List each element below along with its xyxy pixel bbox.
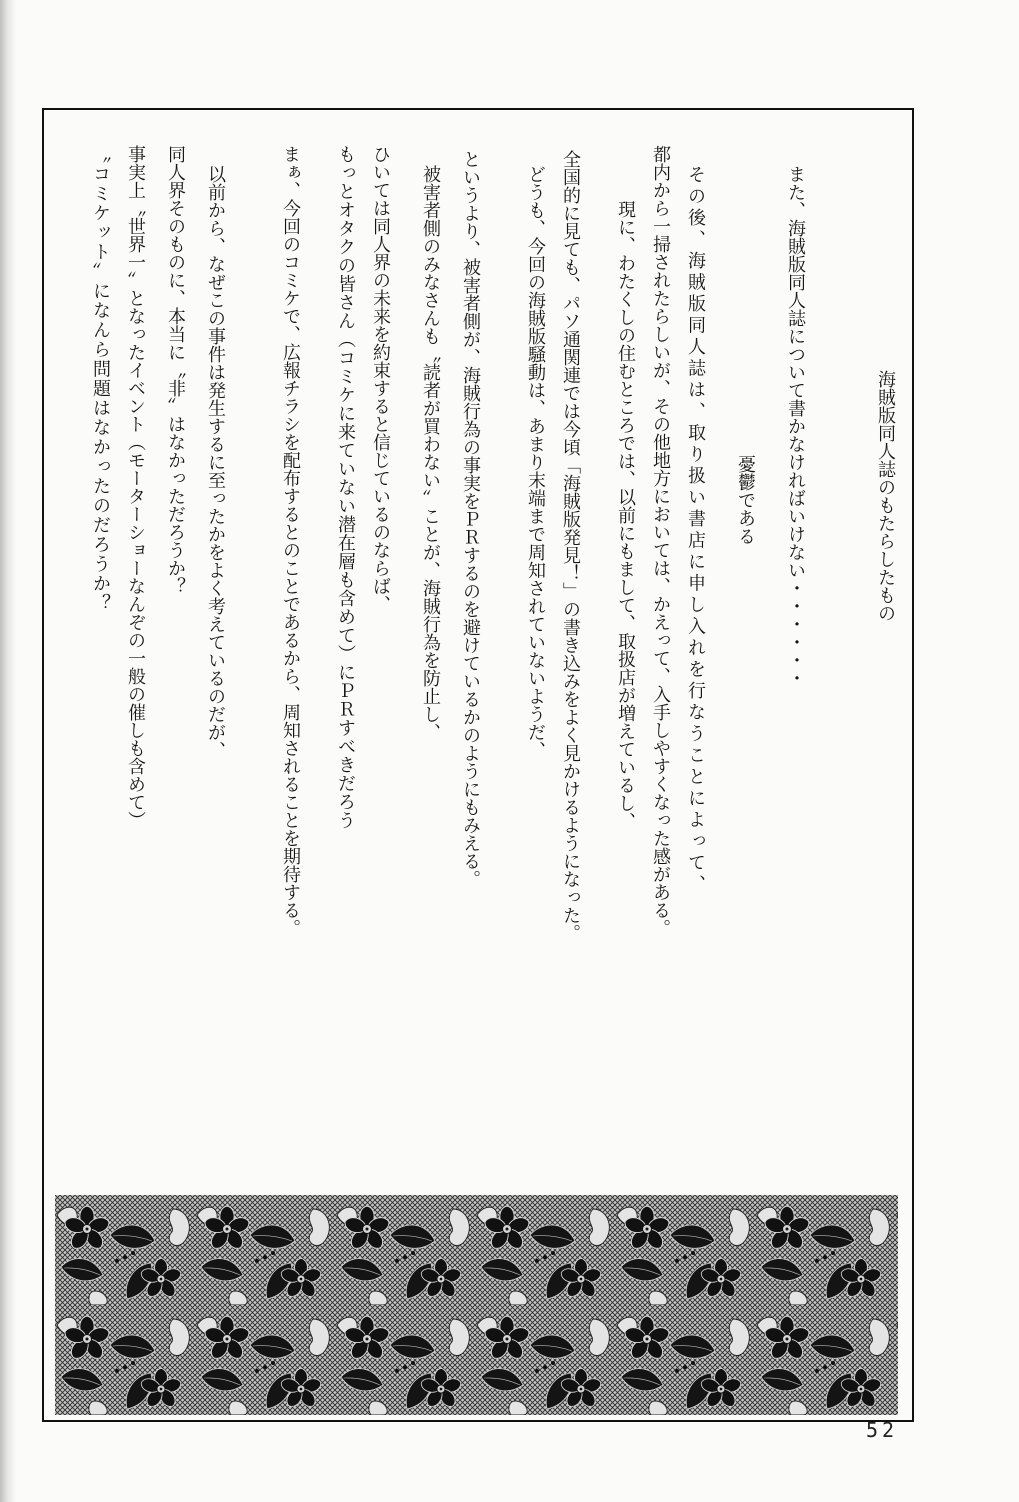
text-line-4: 都内から一掃されたらしいが、その他地方においては、かえって、入手しやすくなった感がある。 [650,145,671,937]
text-line-16: 〝コミケット〟になんら問題はなかったのだろうか？ [90,145,111,613]
text-line-11: もっとオタクの皆さん（コミケに来ていない潜在層も含めて）にＰＲすべきだろう [335,145,356,830]
text-line-2: 憂鬱である [735,455,756,545]
lace-motifs [55,1195,898,1415]
text-line-12: まぁ、今回のコミケで、広報チラシを配布するとのことであるから、周知されることを期待する。 [280,145,301,937]
text-line-6: 全国的に見ても、パソ通関連では今頃「海賊版発見！」の書き込みをよく見かけるようになった。 [560,150,581,942]
text-line-8: というより、被害者側が、海賊行為の事実をＰＲするのを避けているかのようにもみえる。 [460,150,481,888]
text-line-13: 以前から、なぜこの事件は発生するに至ったかをよく考えているのだが、 [205,165,226,759]
text-line-9: 被害者側のみなさんも〝読者が買わない〟ことが、海賊行為を防止し、 [420,165,441,741]
text-line-15: 事実上〝世界一〟となったイベント（モーターショーなんぞの一般の催しも含めて） [125,145,146,829]
text-line-14: 同人界そのものに、本当に〝非〟はなかっただろうか？ [165,145,186,595]
page-number: 52 [866,1418,899,1442]
scan-edge-shadow [0,0,16,1502]
text-line-3: その後、海賊版同人誌は、取り扱い書店に申し入れを行なうことによって、 [685,165,706,896]
text-line-5: 現に、わたくしの住むところでは、以前にもまして、取扱店が増えているし、 [615,200,636,830]
text-line-1: また、海賊版同人誌について書かなければいけない・・・・・・ [785,165,806,687]
text-line-7: どうも、今回の海賊版騒動は、あまり末端まで周知されていないようだ、 [525,165,546,759]
lace-pattern-band [55,1195,898,1415]
article-title: 海賊版同人誌のもたらしたもの [875,370,896,622]
text-line-10: ひいては同人界の未来を約束すると信じているのならば、 [370,145,391,613]
